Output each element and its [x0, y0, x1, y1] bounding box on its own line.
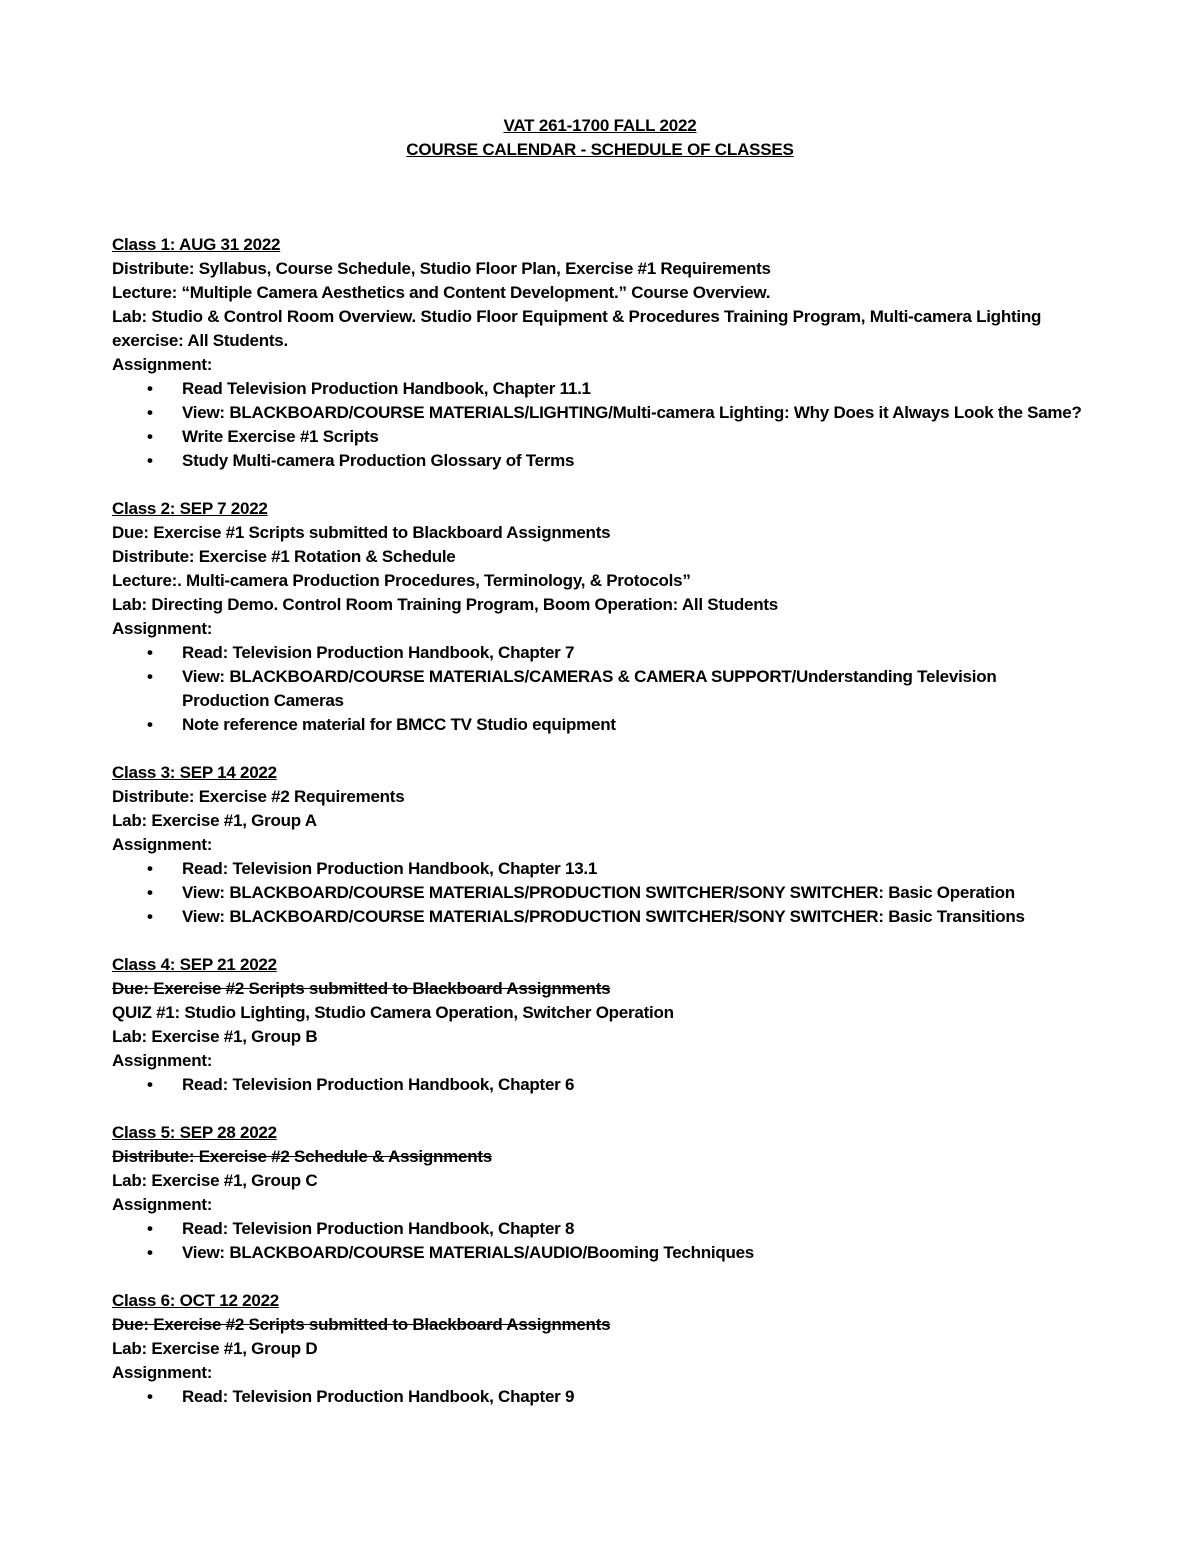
assignment-text: Read: Television Production Handbook, Chapter 13.1: [182, 859, 598, 878]
class-detail-line: Lab: Exercise #1, Group A: [112, 811, 317, 830]
bullet-icon: •: [147, 403, 153, 422]
assignment-item: [112, 1385, 1082, 1409]
bullet-icon: •: [147, 715, 153, 734]
assignment-item: [112, 881, 1082, 905]
class-heading: Class 3: SEP 14 2022: [112, 763, 277, 782]
class-block: [112, 233, 1082, 473]
assignment-label: Assignment:: [112, 355, 213, 374]
class-detail-line: Lab: Exercise #1, Group B: [112, 1027, 318, 1046]
assignment-item: [112, 713, 1082, 737]
class-block: [112, 1121, 1082, 1265]
bullet-icon: •: [147, 1243, 153, 1262]
assignment-list: [112, 1217, 1082, 1265]
assignment-label: Assignment:: [112, 1195, 213, 1214]
assignment-text: View: BLACKBOARD/COURSE MATERIALS/PRODUCTION SWITCHER/SONY SWITCHER: Basic Operation: [182, 883, 1015, 902]
assignment-text: Read: Television Production Handbook, Chapter 8: [182, 1219, 575, 1238]
class-detail-line: Lab: Exercise #1, Group C: [112, 1171, 318, 1190]
bullet-icon: •: [147, 859, 153, 878]
assignment-item: [112, 425, 1082, 449]
assignment-text: Write Exercise #1 Scripts: [182, 427, 379, 446]
assignment-item: [112, 665, 1082, 713]
assignment-item: [112, 905, 1082, 929]
struck-item-line: Due: Exercise #2 Scripts submitted to Blackboard Assignments: [112, 1315, 611, 1334]
assignment-list: [112, 377, 1082, 473]
bullet-icon: •: [147, 907, 153, 926]
assignment-text: Study Multi-camera Production Glossary of Terms: [182, 451, 575, 470]
assignment-text: View: BLACKBOARD/COURSE MATERIALS/PRODUCTION SWITCHER/SONY SWITCHER: Basic Transitions: [182, 907, 1025, 926]
assignment-text: View: BLACKBOARD/COURSE MATERIALS/AUDIO/Booming Techniques: [182, 1243, 755, 1262]
class-schedule: [112, 233, 1082, 1433]
assignment-label: Assignment:: [112, 1363, 213, 1382]
class-detail-line: Lab: Studio & Control Room Overview. Studio Floor Equipment & Procedures Training Program, Multi-camera Lighting exercise: All Students.: [112, 307, 1042, 350]
assignment-label: Assignment:: [112, 1051, 213, 1070]
class-block: [112, 953, 1082, 1097]
bullet-icon: •: [147, 643, 153, 662]
class-block: [112, 761, 1082, 929]
class-heading: Class 2: SEP 7 2022: [112, 499, 268, 518]
class-heading: Class 5: SEP 28 2022: [112, 1123, 277, 1142]
class-detail-line: Lecture:. Multi-camera Production Procedures, Terminology, & Protocols”: [112, 571, 691, 590]
bullet-icon: •: [147, 667, 153, 686]
class-heading: Class 4: SEP 21 2022: [112, 955, 277, 974]
class-detail-line: Lab: Exercise #1, Group D: [112, 1339, 318, 1358]
calendar-title: COURSE CALENDAR - SCHEDULE OF CLASSES: [406, 140, 794, 159]
class-detail-line: Due: Exercise #1 Scripts submitted to Blackboard Assignments: [112, 523, 611, 542]
document-header: [0, 114, 1200, 162]
struck-item-line: Due: Exercise #2 Scripts submitted to Blackboard Assignments: [112, 979, 611, 998]
assignment-list: [112, 1073, 1082, 1097]
bullet-icon: •: [147, 1387, 153, 1406]
bullet-icon: •: [147, 1075, 153, 1094]
assignment-text: Read: Television Production Handbook, Chapter 7: [182, 643, 575, 662]
assignment-item: [112, 1217, 1082, 1241]
course-title: VAT 261-1700 FALL 2022: [503, 116, 697, 135]
assignment-text: Read Television Production Handbook, Chapter 11.1: [182, 379, 591, 398]
class-detail-line: Lab: Directing Demo. Control Room Training Program, Boom Operation: All Students: [112, 595, 779, 614]
class-detail-line: Distribute: Syllabus, Course Schedule, Studio Floor Plan, Exercise #1 Requirements: [112, 259, 771, 278]
class-heading: Class 6: OCT 12 2022: [112, 1291, 279, 1310]
assignment-list: [112, 1385, 1082, 1409]
assignment-list: [112, 641, 1082, 737]
class-block: [112, 497, 1082, 737]
struck-item-line: Distribute: Exercise #2 Schedule & Assignments: [112, 1147, 492, 1166]
class-detail-line: Lecture: “Multiple Camera Aesthetics and Content Development.” Course Overview.: [112, 283, 771, 302]
class-block: [112, 1289, 1082, 1409]
assignment-text: Read: Television Production Handbook, Chapter 9: [182, 1387, 575, 1406]
assignment-item: [112, 401, 1082, 425]
bullet-icon: •: [147, 1219, 153, 1238]
assignment-item: [112, 1241, 1082, 1265]
assignment-text: View: BLACKBOARD/COURSE MATERIALS/CAMERAS & CAMERA SUPPORT/Understanding Television Production Cameras: [182, 667, 997, 710]
assignment-label: Assignment:: [112, 835, 213, 854]
assignment-item: [112, 449, 1082, 473]
class-detail-line: Distribute: Exercise #1 Rotation & Schedule: [112, 547, 456, 566]
bullet-icon: •: [147, 427, 153, 446]
assignment-list: [112, 857, 1082, 929]
class-detail-line: Distribute: Exercise #2 Requirements: [112, 787, 405, 806]
assignment-item: [112, 1073, 1082, 1097]
bullet-icon: •: [147, 451, 153, 470]
assignment-text: Read: Television Production Handbook, Chapter 6: [182, 1075, 575, 1094]
bullet-icon: •: [147, 379, 153, 398]
assignment-label: Assignment:: [112, 619, 213, 638]
class-detail-line: QUIZ #1: Studio Lighting, Studio Camera Operation, Switcher Operation: [112, 1003, 674, 1022]
assignment-text: Note reference material for BMCC TV Studio equipment: [182, 715, 616, 734]
assignment-item: [112, 641, 1082, 665]
class-heading: Class 1: AUG 31 2022: [112, 235, 281, 254]
assignment-text: View: BLACKBOARD/COURSE MATERIALS/LIGHTING/Multi-camera Lighting: Why Does it Always Look the Same?: [182, 403, 1082, 422]
bullet-icon: •: [147, 883, 153, 902]
assignment-item: [112, 857, 1082, 881]
assignment-item: [112, 377, 1082, 401]
